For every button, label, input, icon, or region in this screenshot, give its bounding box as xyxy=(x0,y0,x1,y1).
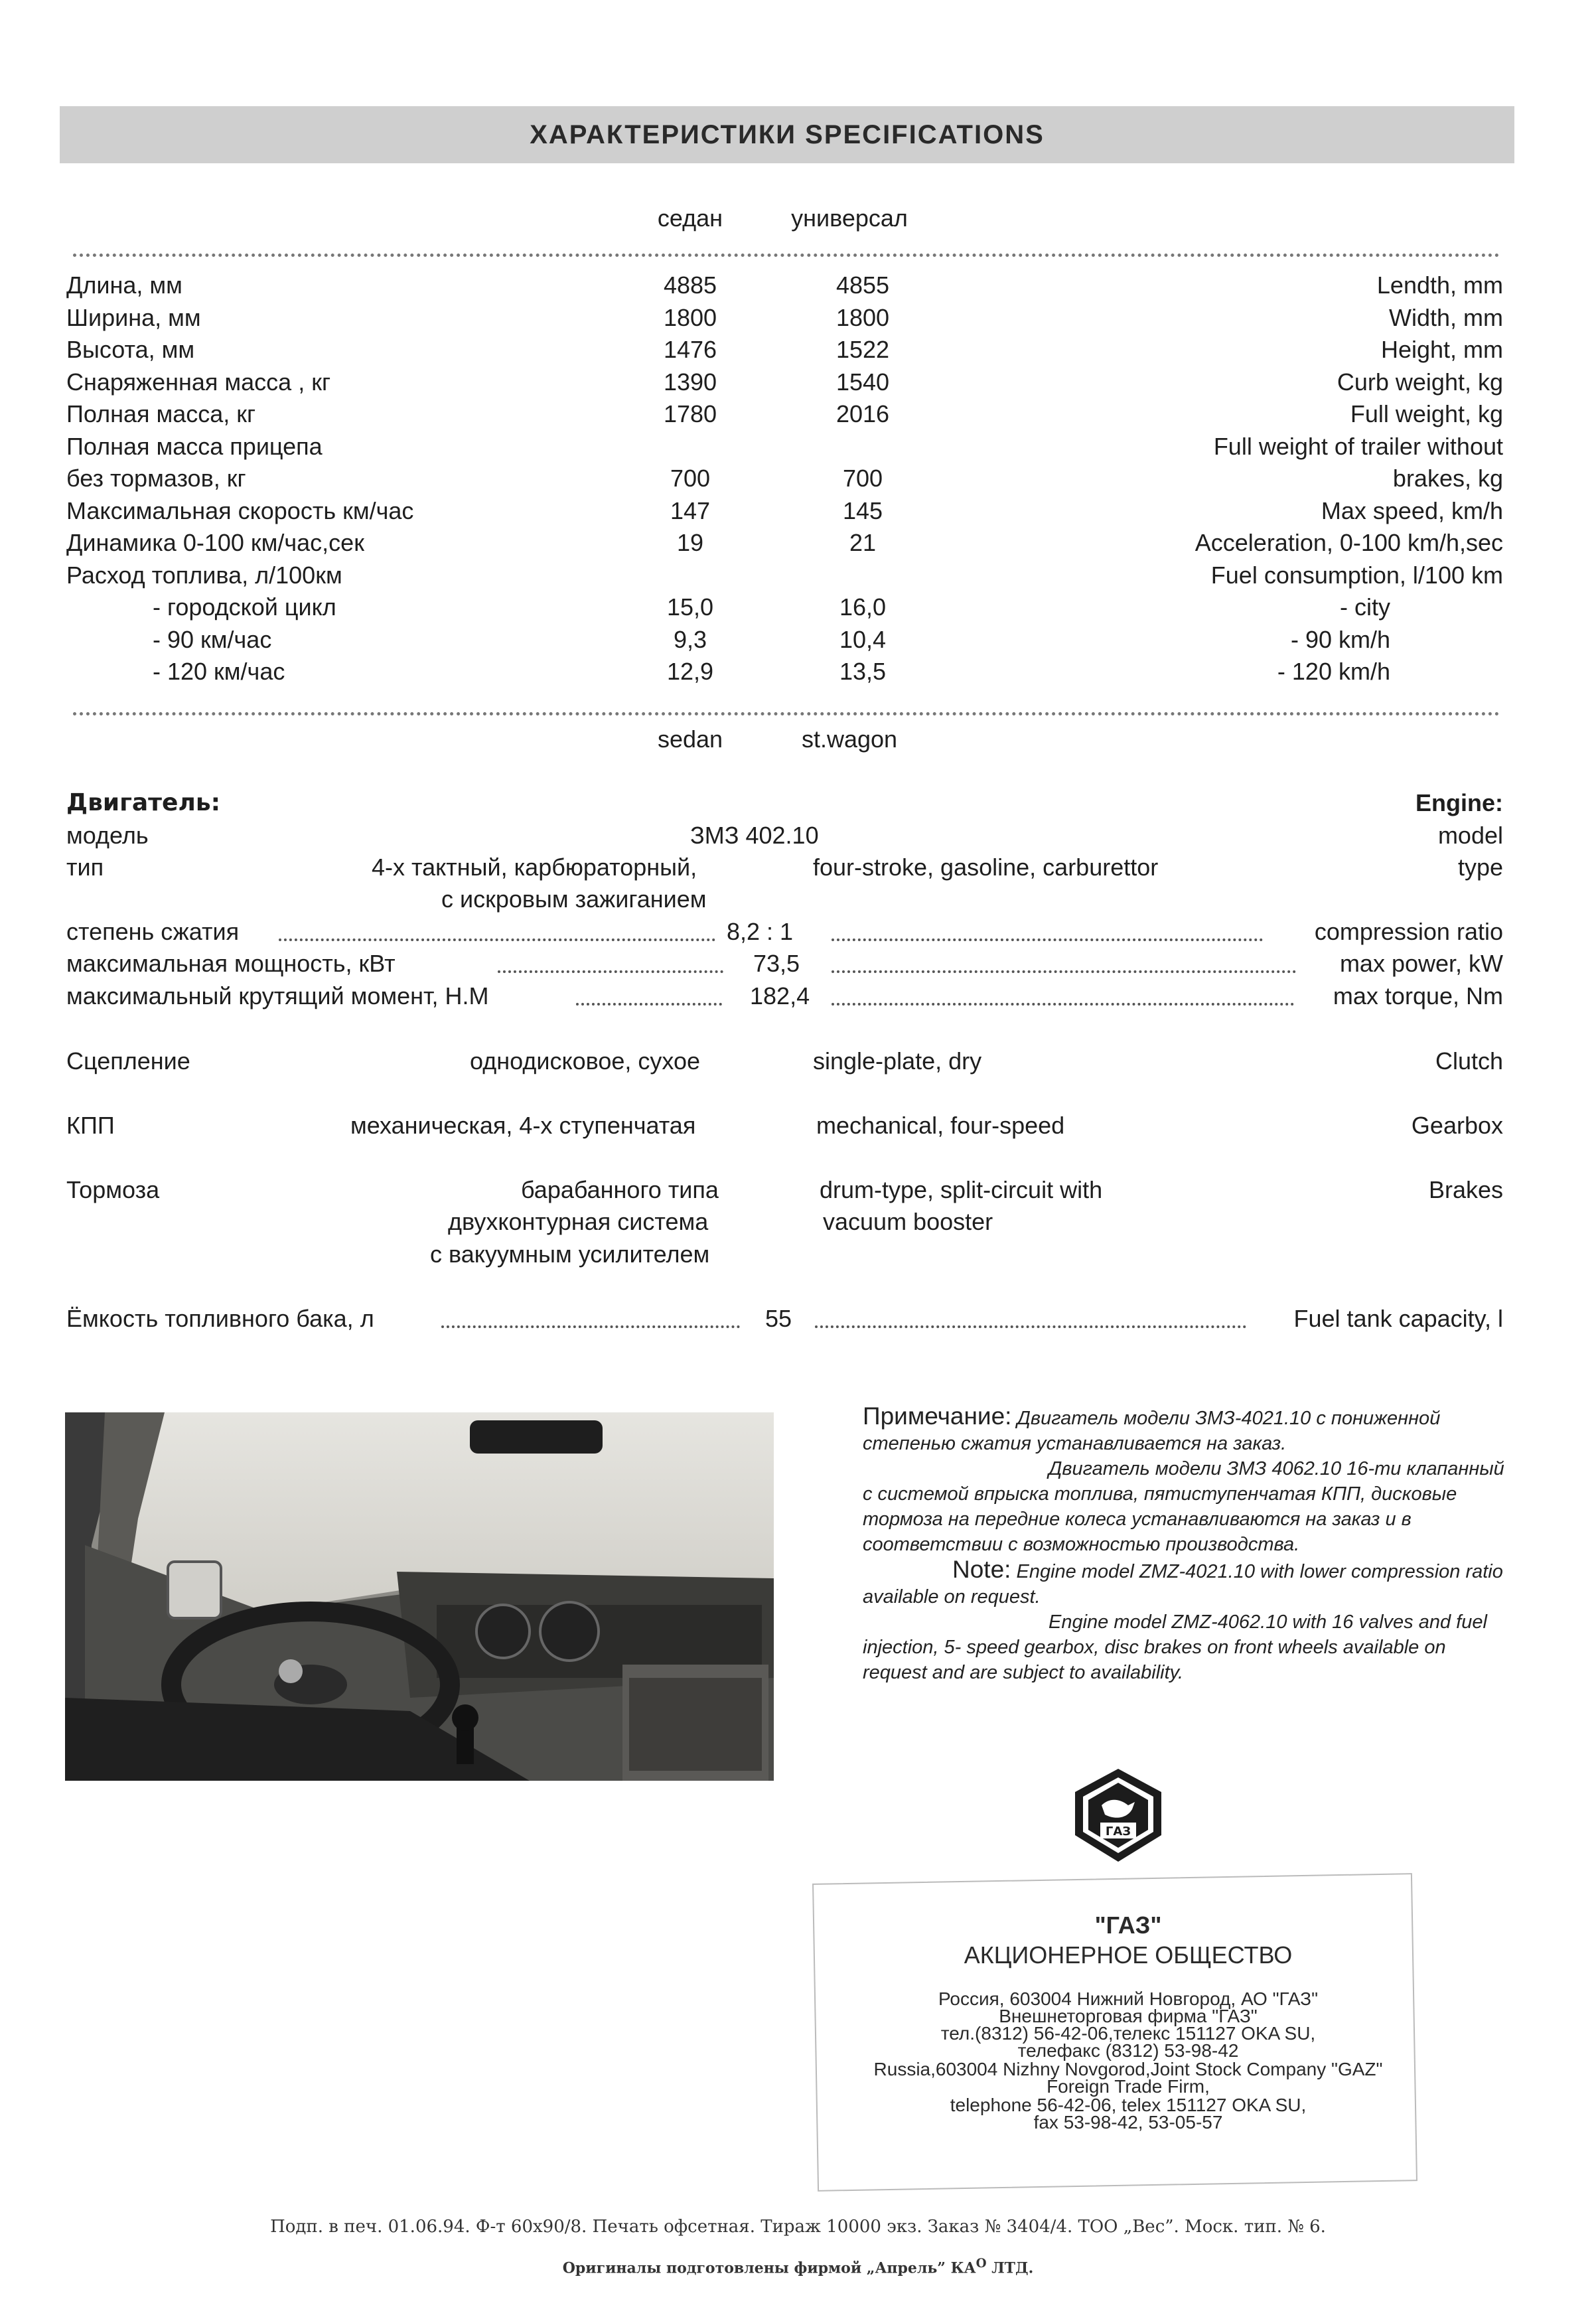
spec-label-ru: - 120 км/час xyxy=(153,658,285,685)
col-footer-sedan-en: sedan xyxy=(657,725,723,753)
divider xyxy=(73,712,1500,715)
spec-value-wagon: 13,5 xyxy=(839,658,887,685)
company-contact-line: telephone 56-42-06, telex 151127 OKA SU, xyxy=(950,2095,1307,2115)
gearbox-en: Gearbox xyxy=(1411,1112,1503,1139)
company-name: "ГАЗ" xyxy=(1094,1911,1162,1939)
company-contact-line: Russia,603004 Nizhny Novgorod,Joint Stock Company "GAZ" xyxy=(873,2059,1383,2079)
engine-type-en: type xyxy=(1457,854,1503,881)
spec-label-en: Height, mm xyxy=(1380,336,1503,363)
dot-leader xyxy=(832,1003,1294,1006)
spec-value-sedan: 15,0 xyxy=(666,593,714,621)
spec-label-ru: Снаряженная масса , кг xyxy=(66,368,331,396)
note-en-2: Engine model ZMZ-4062.10 with 16 valves and fuel injection, 5- speed gearbox, disc brakes on front wheels available on request and are subject to availability. xyxy=(863,1611,1487,1683)
company-contact-line: телефакс (8312) 53-98-42 xyxy=(1017,2040,1239,2061)
spec-label-ru: Максимальная скорость км/час xyxy=(66,496,414,524)
brakes-value-en-1: drum-type, split-circuit with xyxy=(820,1176,1103,1203)
spec-label-en: - 120 km/h xyxy=(1277,658,1390,685)
col-header-sedan-ru: седан xyxy=(657,204,723,232)
spec-value-sedan: 1780 xyxy=(663,400,717,427)
engine-type-value-ru-2: с искровым зажиганием xyxy=(441,885,707,913)
originals-credit: Оригиналы подготовлены фирмой „Апрель” $КА^О$ ЛТД. xyxy=(562,2257,1034,2277)
brakes-value-ru-2: двухконтурная система xyxy=(448,1208,709,1235)
svg-text:ГАЗ: ГАЗ xyxy=(1105,1825,1131,1838)
brakes-value-ru-1: барабанного типа xyxy=(521,1176,719,1203)
car-interior-photo xyxy=(65,1412,774,1781)
spec-label-ru: без тормазов, кг xyxy=(66,465,246,492)
print-info: Подп. в печ. 01.06.94. Ф-т 60х90/8. Печать офсетная. Тираж 10000 экз. Заказ № 3404/4. ТОО „Вес”. Моск. тип. № 6. xyxy=(270,2217,1326,2237)
company-contact-line: Внешнеторговая фирма "ГАЗ" xyxy=(999,2006,1258,2026)
spec-label-ru: - городской цикл xyxy=(153,593,336,621)
company-contact-line: тел.(8312) 56-42-06,телекс 151127 OKA SU, xyxy=(940,2023,1316,2044)
dot-leader xyxy=(576,1003,722,1006)
spec-label-ru: Полная масса прицепа xyxy=(66,432,323,460)
spec-label-ru: Динамика 0-100 км/час,сек xyxy=(66,529,364,556)
engine-model-value: ЗМЗ 402.10 xyxy=(690,822,819,849)
max-power-value: 73,5 xyxy=(753,950,800,977)
spec-label-ru: Высота, мм xyxy=(66,336,195,363)
gearbox-ru: КПП xyxy=(66,1112,115,1139)
spec-label-ru: Полная масса, кг xyxy=(66,400,256,427)
fuel-tank-ru: Ёмкость топливного бака, л xyxy=(66,1305,374,1332)
engine-type-value-ru-1: 4-х тактный, карбюраторный, xyxy=(372,854,697,881)
engine-model-ru: модель xyxy=(66,822,149,849)
spec-label-en: Lendth, mm xyxy=(1376,271,1503,299)
company-type: АКЦИОНЕРНОЕ ОБЩЕСТВО xyxy=(964,1941,1293,1969)
spec-value-wagon: 700 xyxy=(842,465,883,492)
spec-value-wagon: 10,4 xyxy=(839,625,887,653)
spec-label-en: - 90 km/h xyxy=(1290,625,1390,653)
divider xyxy=(73,254,1500,257)
note-ru-1: Двигатель модели ЗМЗ-4021.10 с пониженной степенью сжатия устанавливается на заказ. xyxy=(863,1408,1441,1454)
company-contact-line: Россия, 603004 Нижний Новгород, АО "ГАЗ" xyxy=(938,1988,1319,2009)
spec-value-wagon: 1540 xyxy=(835,368,890,396)
dot-leader xyxy=(498,970,723,973)
clutch-ru: Сцепление xyxy=(66,1047,190,1075)
gearbox-value-ru: механическая, 4-х ступенчатая xyxy=(350,1112,696,1139)
max-torque-ru: максимальный крутящий момент, Н.М xyxy=(66,982,489,1010)
fuel-tank-value: 55 xyxy=(765,1305,792,1332)
spec-value-sedan: 1390 xyxy=(663,368,717,396)
engine-type-value-en: four-stroke, gasoline, carburettor xyxy=(813,854,1159,881)
col-footer-wagon-en: st.wagon xyxy=(801,725,898,753)
max-power-en: max power, kW xyxy=(1339,950,1503,977)
spec-value-wagon: 4855 xyxy=(835,271,890,299)
note-label-ru: Примечание: xyxy=(863,1402,1012,1430)
spec-label-en: Full weight of trailer without xyxy=(1213,432,1503,460)
engine-type-ru: тип xyxy=(66,854,104,881)
spec-value-wagon: 1522 xyxy=(835,336,890,363)
company-contact-line: Foreign Trade Firm, xyxy=(1047,2076,1210,2097)
spec-label-ru: Длина, мм xyxy=(66,271,182,299)
spec-label-en: Curb weight, kg xyxy=(1337,368,1503,396)
spec-label-en: Acceleration, 0-100 km/h,sec xyxy=(1195,529,1503,556)
spec-label-ru: - 90 км/час xyxy=(153,625,272,653)
spec-label-en: Fuel consumption, l/100 km xyxy=(1210,561,1503,589)
spec-value-sedan: 19 xyxy=(676,529,704,556)
engine-title-en: Engine: xyxy=(1415,789,1503,816)
spec-value-sedan: 700 xyxy=(670,465,711,492)
note-en-1: Engine model ZMZ-4021.10 with lower compression ratio available on request. xyxy=(863,1561,1503,1608)
brakes-value-en-2: vacuum booster xyxy=(823,1208,993,1235)
clutch-value-en: single-plate, dry xyxy=(813,1047,982,1075)
spec-value-wagon: 145 xyxy=(842,496,883,524)
spec-value-wagon: 21 xyxy=(849,529,877,556)
dot-leader xyxy=(441,1325,740,1328)
clutch-value-ru: однодисковое, сухое xyxy=(470,1047,701,1075)
dot-leader xyxy=(279,938,715,941)
col-header-wagon-ru: универсал xyxy=(791,204,908,232)
max-torque-value: 182,4 xyxy=(750,982,810,1010)
gearbox-value-en: mechanical, four-speed xyxy=(816,1112,1065,1139)
dot-leader xyxy=(832,970,1296,973)
note-label-en: Note: xyxy=(952,1556,1011,1583)
spec-value-sedan: 12,9 xyxy=(666,658,714,685)
clutch-en: Clutch xyxy=(1435,1047,1503,1075)
spec-value-sedan: 1800 xyxy=(663,303,717,331)
note-block xyxy=(863,1404,1513,1685)
spec-value-sedan: 9,3 xyxy=(673,625,707,653)
spec-label-en: - city xyxy=(1340,593,1390,621)
company-contact-line: fax 53-98-42, 53-05-57 xyxy=(1033,2112,1223,2133)
compression-en: compression ratio xyxy=(1314,918,1503,945)
brakes-ru: Тормоза xyxy=(66,1176,160,1203)
fuel-tank-en: Fuel tank capacity, l xyxy=(1293,1305,1503,1332)
engine-title-ru: Двигатель: xyxy=(66,789,220,816)
page-title: ХАРАКТЕРИСТИКИ SPECIFICATIONS xyxy=(60,106,1514,163)
spec-value-sedan: 4885 xyxy=(663,271,717,299)
spec-value-wagon: 16,0 xyxy=(839,593,887,621)
spec-value-wagon: 2016 xyxy=(835,400,890,427)
spec-value-wagon: 1800 xyxy=(835,303,890,331)
spec-label-en: Max speed, km/h xyxy=(1321,496,1503,524)
spec-label-en: brakes, kg xyxy=(1392,465,1503,492)
compression-ru: степень сжатия xyxy=(66,918,240,945)
note-ru-2: Двигатель модели ЗМЗ 4062.10 16-ти клапанный с системой впрыска топлива, пятиступенчатая КПП, дисковые тормоза на передние колеса устанавливаются на заказ и в соответствии с возможностью производства. xyxy=(863,1458,1504,1555)
spec-label-ru: Ширина, мм xyxy=(66,303,201,331)
compression-value: 8,2 : 1 xyxy=(727,918,794,945)
spec-label-ru: Расход топлива, л/100км xyxy=(66,561,342,589)
spec-value-sedan: 147 xyxy=(670,496,711,524)
spec-label-en: Width, mm xyxy=(1388,303,1503,331)
max-power-ru: максимальная мощность, кВт xyxy=(66,950,396,977)
brakes-value-ru-3: с вакуумным усилителем xyxy=(430,1240,710,1268)
gaz-logo-icon xyxy=(1068,1765,1168,1865)
brakes-en: Brakes xyxy=(1428,1176,1503,1203)
dot-leader xyxy=(815,1325,1246,1328)
spec-value-sedan: 1476 xyxy=(663,336,717,363)
max-torque-en: max torque, Nm xyxy=(1333,982,1503,1010)
engine-model-en: model xyxy=(1437,822,1503,849)
dot-leader xyxy=(832,938,1263,941)
spec-label-en: Full weight, kg xyxy=(1350,400,1503,427)
